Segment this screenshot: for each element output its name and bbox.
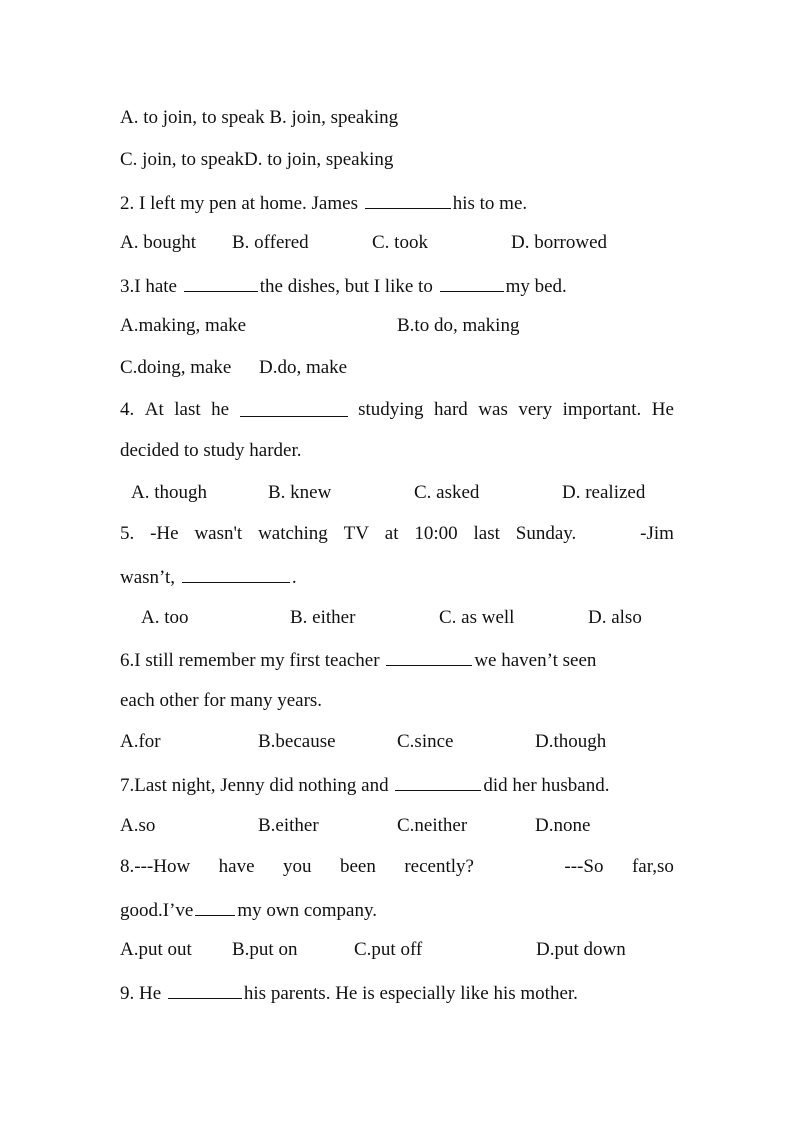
q9-answer-blank[interactable] — [168, 981, 242, 999]
q5-answer-blank[interactable] — [182, 565, 290, 583]
q8-stem-line2 — [120, 898, 377, 922]
q5-word: Sunday. — [515, 523, 577, 544]
q6-answer-blank[interactable] — [386, 648, 472, 666]
q7-option-c[interactable]: C.neither — [397, 815, 468, 836]
q5-word: at — [384, 523, 399, 544]
q5-word: watching — [258, 523, 328, 544]
q3-stem — [120, 274, 567, 298]
q2-stem — [120, 191, 527, 215]
q6-stem-before: 6.I still remember my first teacher — [120, 650, 380, 671]
q8-word: recently? — [404, 856, 474, 877]
q4-stem-line2: decided to study harder. — [120, 440, 302, 461]
q4-option-a[interactable]: A. though — [131, 482, 207, 503]
q2-stem-after: his to me. — [452, 193, 528, 214]
q6-stem-after: we haven’t seen — [474, 650, 597, 671]
q7-answer-blank[interactable] — [395, 773, 481, 791]
q5-stem-line2 — [120, 565, 297, 589]
q5-word: 10:00 — [414, 523, 458, 544]
q8-line2-before: good.I’ve — [120, 900, 194, 921]
q2-option-b[interactable]: B. offered — [232, 232, 309, 253]
q8-word: been — [339, 856, 376, 877]
q5-word: last — [473, 523, 500, 544]
q4-word: he — [211, 399, 230, 420]
q9-stem — [120, 981, 578, 1005]
q3-answer-blank-1[interactable] — [184, 274, 258, 292]
q2-option-d[interactable]: D. borrowed — [511, 232, 608, 253]
q7-option-a[interactable]: A.so — [120, 815, 156, 836]
q8-word: you — [283, 856, 312, 877]
q3-answer-blank-2[interactable] — [440, 274, 504, 292]
q3-option-a[interactable]: A.making, make — [120, 315, 247, 336]
q4-word: hard — [434, 399, 468, 420]
q4-word: At — [144, 399, 164, 420]
q8-word: 8.---How — [120, 856, 191, 877]
q8-word: far,so — [631, 856, 674, 877]
q7-option-b[interactable]: B.either — [258, 815, 319, 836]
q6-stem — [120, 648, 596, 672]
q8-line2-after: my own company. — [237, 900, 378, 921]
q5-word: TV — [343, 523, 369, 544]
q5-word: -Jim — [640, 523, 674, 544]
q3-option-b[interactable]: B.to do, making — [397, 315, 520, 336]
q7-stem-before: 7.Last night, Jenny did nothing and — [120, 775, 389, 796]
q2-option-c[interactable]: C. took — [372, 232, 428, 253]
q4-word: He — [651, 399, 674, 420]
q3-option-d[interactable]: D.do, make — [259, 357, 348, 378]
q4-word: 4. — [120, 399, 135, 420]
q6-option-b[interactable]: B.because — [258, 731, 336, 752]
q7-stem — [120, 773, 610, 797]
q2-stem-before: 2. I left my pen at home. James — [120, 193, 358, 214]
q9-stem-after: his parents. He is especially like his mother. — [243, 983, 578, 1004]
q5-word: -He — [150, 523, 179, 544]
q5-word: 5. — [120, 523, 135, 544]
q4-word: studying — [358, 399, 424, 420]
q5-line2-after: . — [291, 567, 297, 588]
q5-stem — [120, 523, 674, 545]
q4-option-d[interactable]: D. realized — [562, 482, 646, 503]
q6-stem-line2: each other for many years. — [120, 690, 323, 711]
q3-stem-middle: the dishes, but I like to — [259, 276, 433, 297]
q6-option-d[interactable]: D.though — [535, 731, 607, 752]
q8-word: have — [218, 856, 255, 877]
q5-option-b[interactable]: B. either — [290, 607, 356, 628]
q4-option-b[interactable]: B. knew — [268, 482, 332, 503]
q4-stem — [120, 399, 674, 421]
q3-stem-after: my bed. — [505, 276, 567, 297]
q4-answer-blank[interactable] — [240, 399, 348, 417]
q5-option-a[interactable]: A. too — [141, 607, 189, 628]
q1-options-ab: A. to join, to speak B. join, speaking — [120, 107, 399, 128]
q8-word: ---So — [564, 856, 604, 877]
q8-option-b[interactable]: B.put on — [232, 939, 298, 960]
q4-word: was — [478, 399, 508, 420]
q4-word: last — [174, 399, 201, 420]
q3-stem-before: 3.I hate — [120, 276, 177, 297]
q7-stem-after: did her husband. — [483, 775, 610, 796]
q5-option-c[interactable]: C. as well — [439, 607, 515, 628]
q2-option-a[interactable]: A. bought — [120, 232, 196, 253]
q5-word: wasn't — [194, 523, 243, 544]
q5-line2-before: wasn’t, — [120, 567, 176, 588]
q4-word: important. — [562, 399, 642, 420]
q1-options-cd: C. join, to speakD. to join, speaking — [120, 149, 394, 170]
q3-option-c[interactable]: C.doing, make — [120, 357, 232, 378]
q7-option-d[interactable]: D.none — [535, 815, 591, 836]
q6-option-a[interactable]: A.for — [120, 731, 161, 752]
q8-option-a[interactable]: A.put out — [120, 939, 192, 960]
q6-option-c[interactable]: C.since — [397, 731, 454, 752]
q8-answer-blank[interactable] — [195, 898, 235, 916]
q5-option-d[interactable]: D. also — [588, 607, 642, 628]
q2-answer-blank[interactable] — [365, 191, 451, 209]
q9-stem-before: 9. He — [120, 983, 162, 1004]
q4-option-c[interactable]: C. asked — [414, 482, 480, 503]
q4-word: very — [518, 399, 553, 420]
q8-stem — [120, 856, 674, 878]
q8-option-d[interactable]: D.put down — [536, 939, 626, 960]
q8-option-c[interactable]: C.put off — [354, 939, 423, 960]
